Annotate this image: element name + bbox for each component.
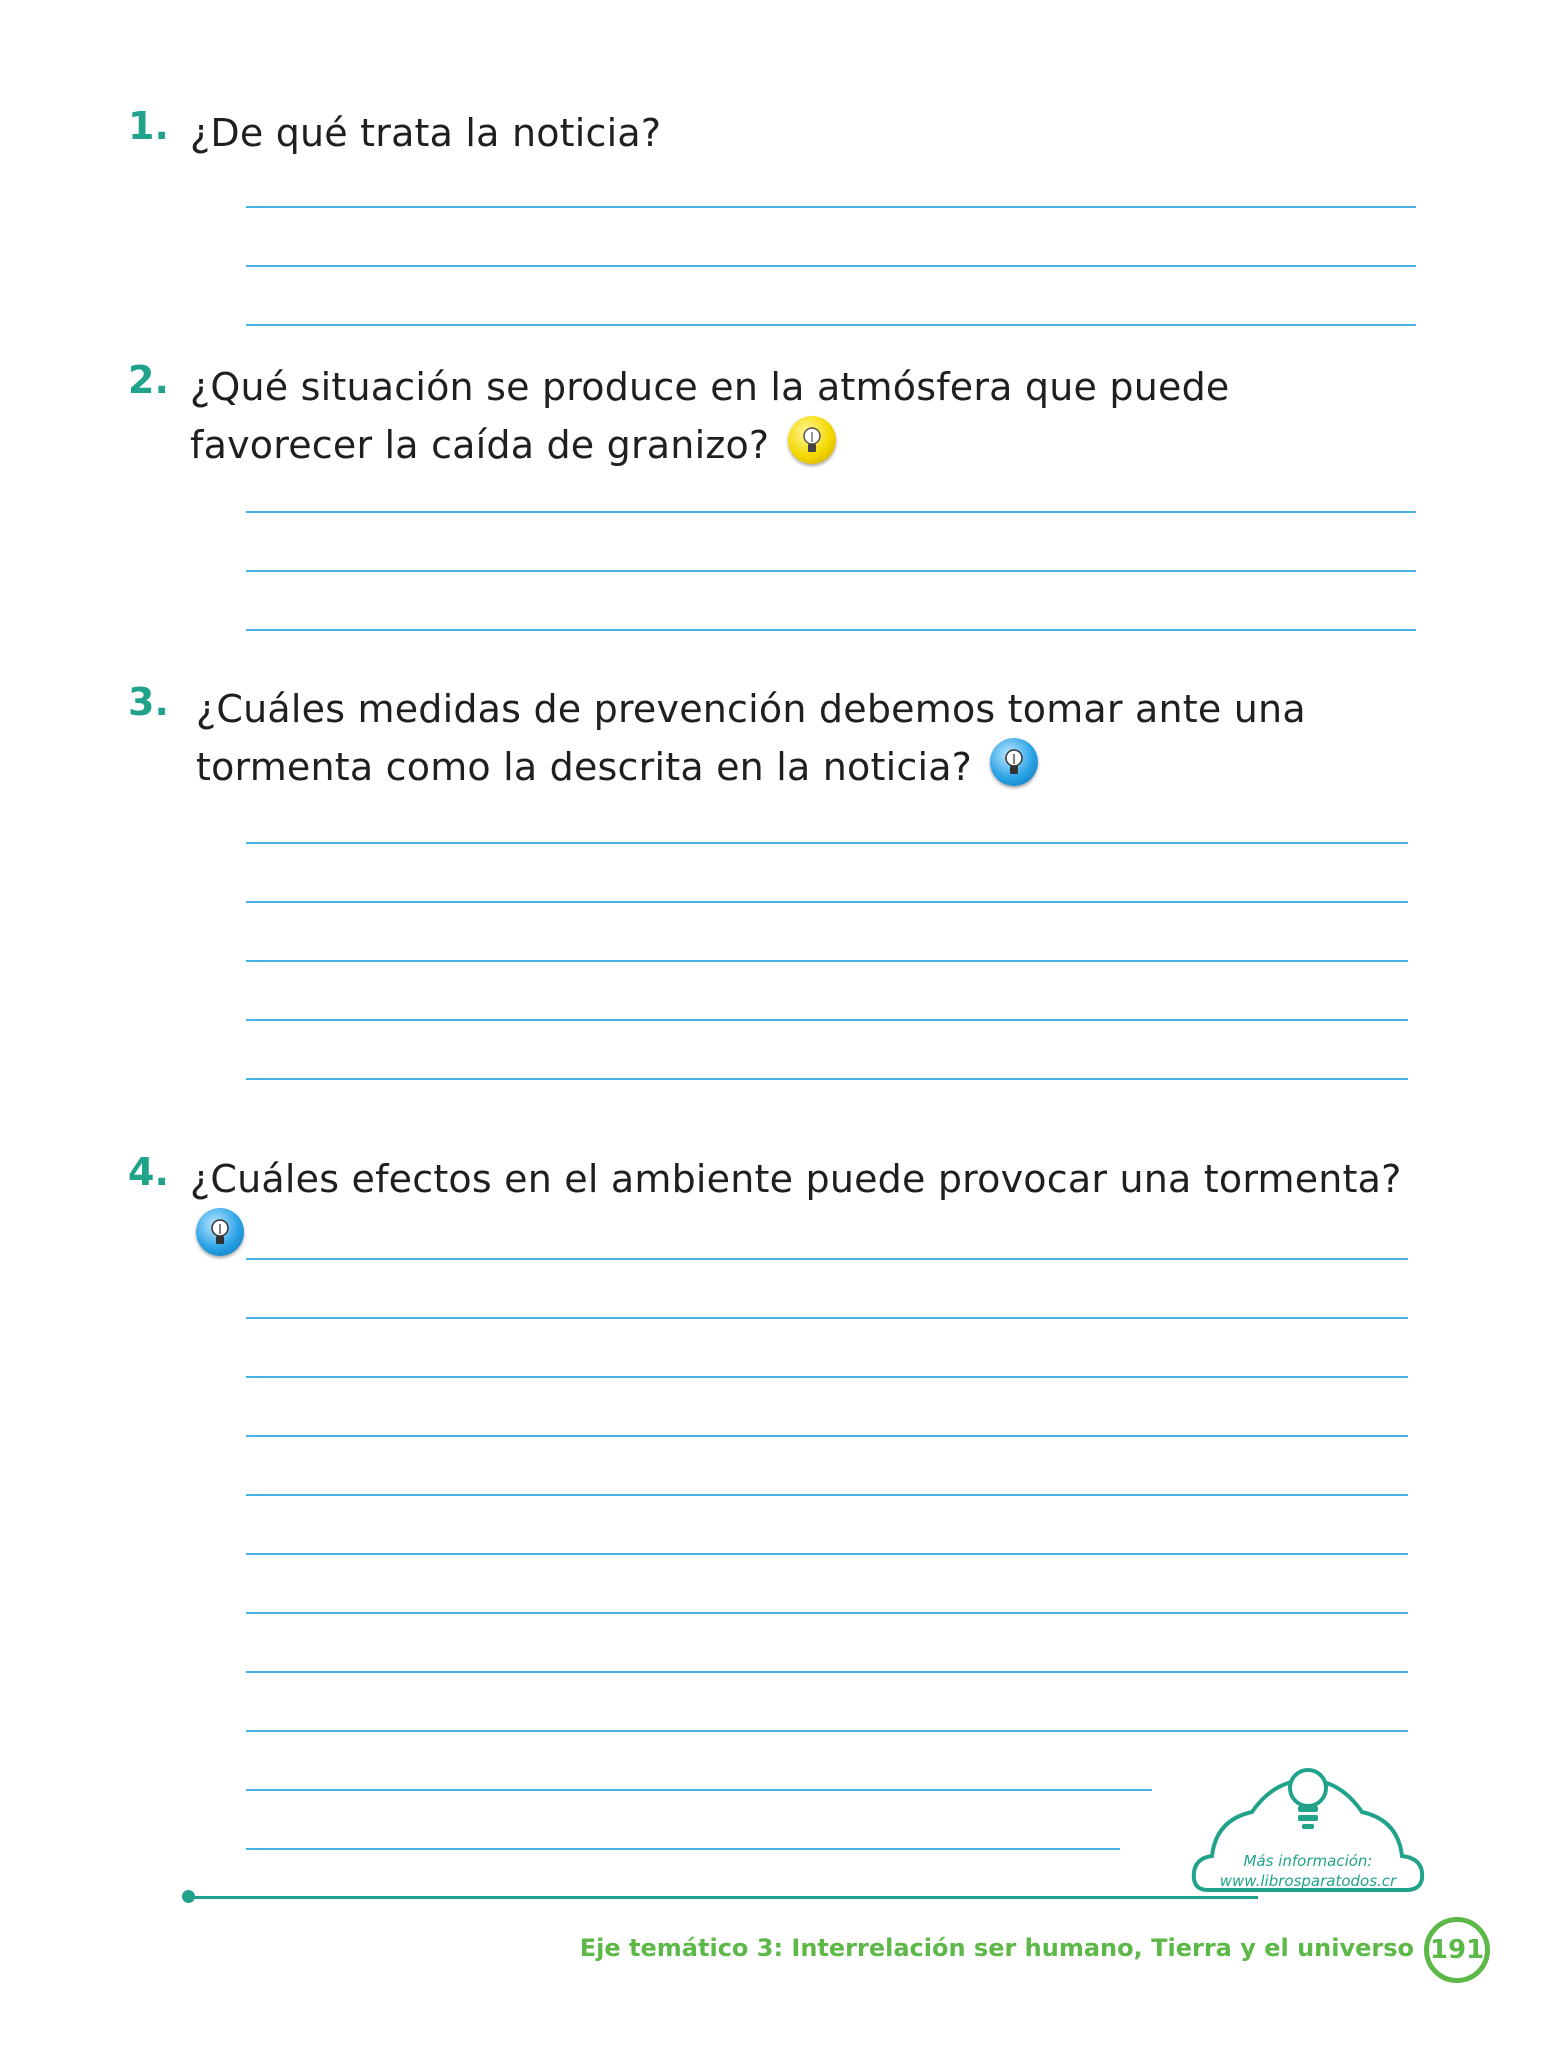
question-number: 2. [128,358,169,402]
answer-line[interactable] [246,1789,1152,1791]
answer-line[interactable] [246,265,1416,267]
page-number: 191 [1424,1917,1490,1983]
answer-line[interactable] [246,1553,1408,1555]
question-number: 1. [128,104,169,148]
question-number: 3. [128,680,169,724]
answer-line[interactable] [246,1078,1408,1080]
answer-line[interactable] [246,1317,1408,1319]
question-text: ¿Cuáles efectos en el ambiente puede provocar una tormenta? [190,1157,1402,1201]
question-number: 4. [128,1150,169,1194]
badge-link[interactable]: www.librosparatodos.cr [1219,1872,1397,1890]
question-text: ¿Cuáles medidas de prevención debemos tomar ante una tormenta como la descrita en la noticia? [196,687,1306,789]
answer-line[interactable] [246,1376,1408,1378]
badge-line-1: Más información: [1243,1852,1373,1870]
bottom-rule [188,1896,1258,1899]
answer-line[interactable] [246,570,1416,572]
answer-line[interactable] [246,1258,1408,1260]
answer-line[interactable] [246,1848,1120,1850]
question-4 [128,1150,1420,1266]
answer-line[interactable] [246,901,1408,903]
answer-line[interactable] [246,511,1416,513]
footer-title: Eje temático 3: Interrelación ser humano, Tierra y el universo [579,1934,1414,1962]
question-text: ¿Qué situación se produce en la atmósfera que puede favorecer la caída de granizo? [190,365,1230,467]
lightbulb-hint-icon [788,416,836,464]
question-2 [128,358,1420,474]
answer-line[interactable] [246,1730,1408,1732]
answer-line[interactable] [246,1019,1408,1021]
answer-line[interactable] [246,960,1408,962]
lightbulb-hint-icon [990,738,1038,786]
answer-line[interactable] [246,1671,1408,1673]
answer-line[interactable] [246,842,1408,844]
answer-line[interactable] [246,206,1416,208]
question-text: ¿De qué trata la noticia? [190,111,662,155]
answer-line[interactable] [246,1435,1408,1437]
question-1 [128,104,1420,162]
more-info-badge[interactable] [1190,1760,1426,1900]
answer-line[interactable] [246,1612,1408,1614]
answer-line[interactable] [246,324,1416,326]
lightbulb-hint-icon [196,1208,244,1256]
question-3 [128,680,1420,796]
answer-line[interactable] [246,1494,1408,1496]
answer-line[interactable] [246,629,1416,631]
